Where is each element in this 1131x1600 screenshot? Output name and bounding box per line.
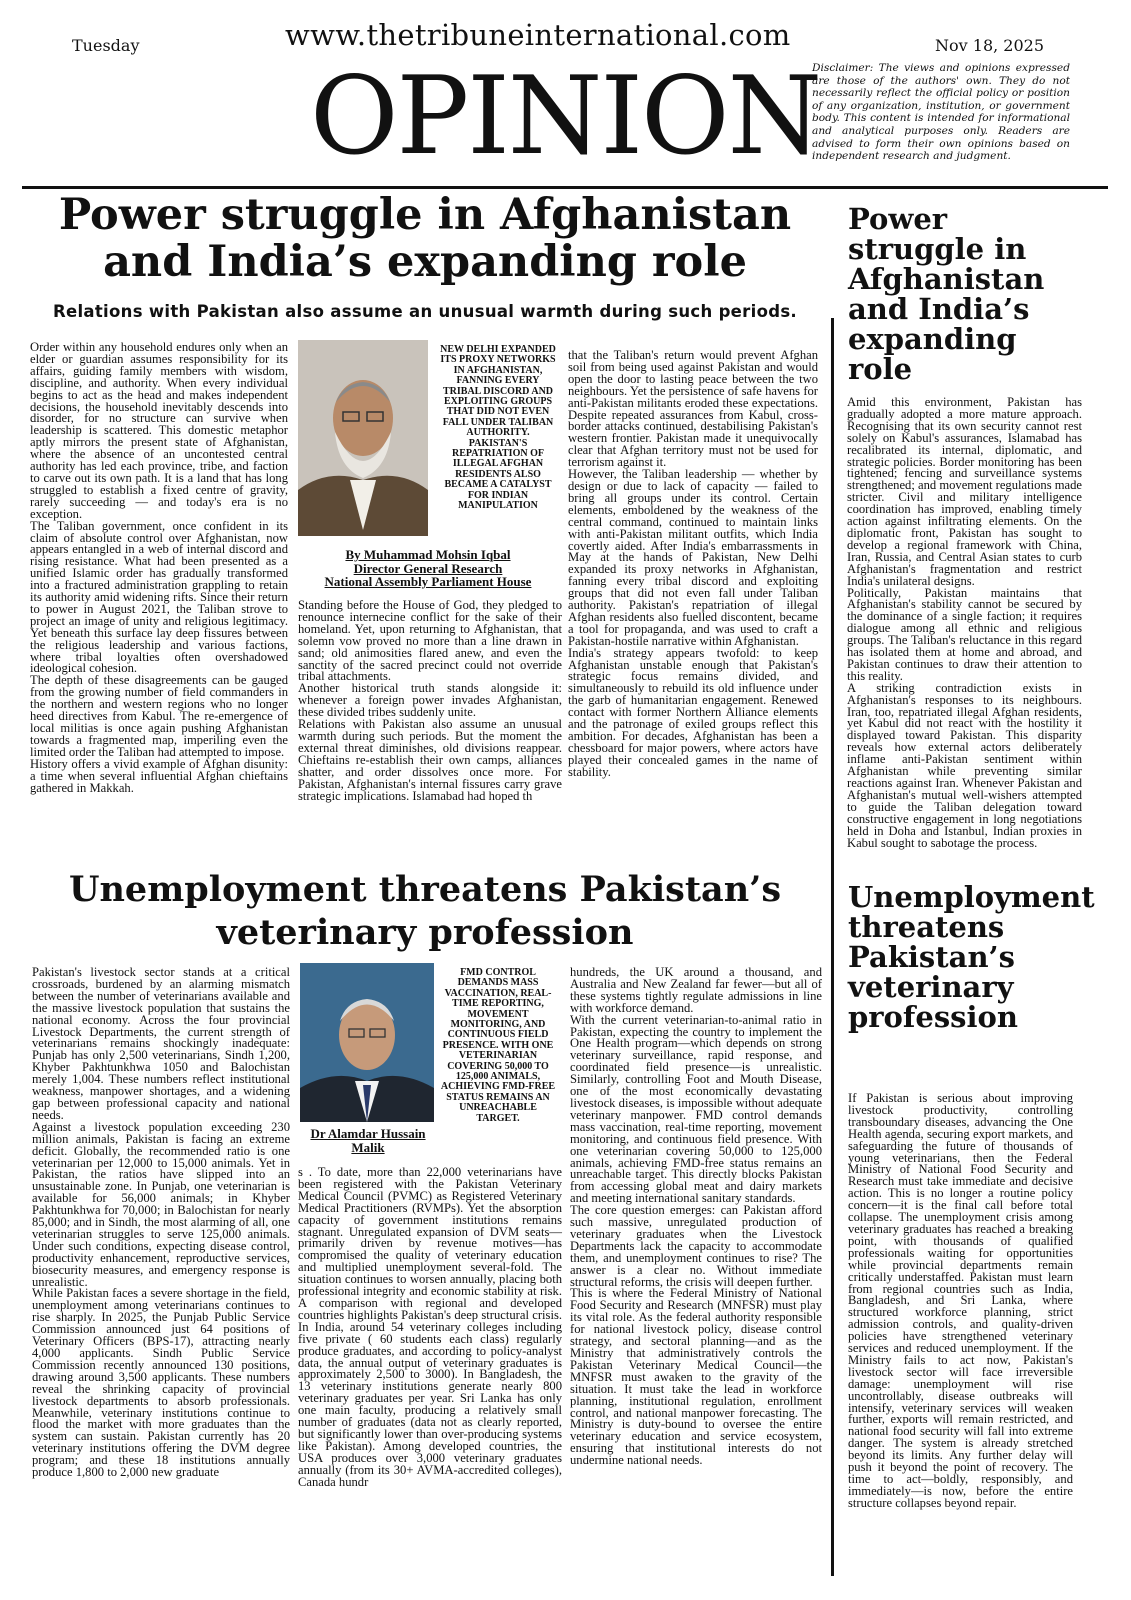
issue-day: Tuesday [72, 36, 140, 55]
article1-subheadline: Relations with Pakistan also assume an unusual warmth during such periods. [52, 302, 798, 321]
article1-byline [292, 548, 564, 589]
paragraph: that the Taliban's return would prevent Afghan soil from being used against Pakistan and would open the door to lasting peace between the two neighbours. Yet the persistence of safe havens for anti-Pakistan militants eroded these expectations. Despite repeated assurances from Kabul, cross-border attacks continued, destabilising Pakistan's western frontier. Pakistan made it unequivocally clear that Afghan territory must not be used for terrorism against it. [568, 348, 818, 470]
article2-headline: Unemployment threatens Pakistan’s veterinary profession [68, 869, 782, 953]
author-name: Dr Alamdar Hussain Malik [310, 1126, 426, 1155]
paragraph: s . To date, more than 22,000 veterinarians have been registered with the Pakistan Veterinary Medical Council (PVMC) as Registered Veterinary Medical Practitioners (RVMPs). Yet the absorption capacity of government institutions remains stagnant. Unregulated expansion of DVM seats—primarily driven by revenue motives—has compromised the quality of veterinary education and multiplied unemployment several-fold. The situation continues to worsen annually, placing both professional integrity and economic stability at risk. A comparison with regional and developed countries highlights Pakistan's deep structural crisis. In India, around 54 veterinary colleges including five private ( 60 students each class) regularly produce graduates, and according to policy-analyst data, the annual output of veterinary graduates is approximately 2,500 to 3000). In Bangladesh, the 13 veterinary institutions generate nearly 800 veterinary graduates per year. Sri Lanka has only one main faculty, producing a relatively small number of graduates (data not as clearly reported, but significantly lower than over-producing systems like Pakistan). Among developed countries, the USA produces over 3,000 veterinary graduates annually (from its 30+ AVMA-accredited colleges), Canada hundr [298, 1165, 562, 1489]
article2-byline [298, 1127, 438, 1154]
article1-column-2 [298, 600, 562, 802]
article1-headline: Power struggle in Afghanistan and India’s expanding role [58, 190, 792, 287]
author-name: By Muhammad Mohsin Iqbal [345, 547, 511, 562]
paragraph: If Pakistan is serious about improving livestock productivity, controlling transboundary diseases, advancing the One Health agenda, securing export markets, and safeguarding the future of thousands of young veterinarians, then the Federal Ministry of National Food Security and Research must take immediate and decisive action. This is no longer a routine policy concern—it is the final call before total collapse. The unemployment crisis among veterinary graduates has reached a breaking point, with thousands of qualified professionals waiting for opportunities while provincial departments remain critically understaffed. Pakistan must learn from regional countries such as India, Bangladesh, and Sri Lanka, where structured workforce planning, strict admission controls, and quality-driven policies have strengthened veterinary services and reduced unemployment. If the Ministry fails to act now, Pakistan's livestock sector will face irreversible damage: unemployment will rise uncontrollably, disease outbreaks will intensify, veterinary services will weaken further, exports will remain restricted, and national food security will fall into extreme danger. The system is already stretched beyond its limits. Any further delay will push it beyond the point of recovery. The time to act—boldly, responsibly, and immediately—is now, before the entire structure collapses beyond repair. [848, 1091, 1073, 1510]
top-divider [22, 186, 1108, 189]
paragraph: Pakistan's livestock sector stands at a critical crossroads, burdened by an alarming mismatch between the number of veterinarians available and the massive livestock population that sustains the national economy. Across the four provincial Livestock Departments, the current strength of veterinarians remains shockingly inadequate: Punjab has only 2,500 veterinarians, Sindh 1,200, Khyber Pakhtunkhwa 1050 and Balochistan merely 1,004. These numbers reflect institutional weakness, manpower shortages, and a widening gap between professional capacity and national needs. [32, 965, 290, 1122]
article2-column-3 [570, 967, 822, 1467]
article2-column-1 [32, 967, 290, 1479]
paragraph: hundreds, the UK around a thousand, and Australia and New Zealand far fewer—but all of these systems tightly regulate admissions in line with workforce demand. [570, 965, 822, 1015]
site-url[interactable]: www.thetribuneinternational.com [285, 18, 791, 52]
author-portrait-icon [300, 963, 434, 1122]
article1-side-column [847, 397, 1082, 849]
author-photo [298, 340, 428, 536]
paragraph: Order within any household endures only when an elder or guardian assumes responsibility for its affairs, guiding family members with wisdom, discipline, and authority. When every individual begins to act as the head and makes independent decisions, the household inevitably descends into disorder, for no structure can survive when leadership is scattered. This domestic metaphor aptly mirrors the present state of Afghanistan, where the absence of an uncontested central authority has led each province, tribe, and faction to carve out its own path. It is a land that has long struggled to establish a fixed centre of gravity, rarely succeeding — and today's era is no exception. [30, 340, 288, 521]
paragraph: India's strategy appears twofold: to keep Afghanistan unstable enough that Pakistan's strategic focus remains divided, and simultaneously to rebuild its old influence under the garb of humanitarian engagement. Renewed contact with former Northern Alliance elements and the patronage of exiled groups reflect this ambition. For decades, Afghanistan has been a chessboard for major powers, where actors have played their concealed games in the name of stability. [568, 645, 818, 779]
article2-pull-quote: FMD CONTROL DEMANDS MASS VACCINATION, REAL-TIME REPORTING, MOVEMENT MONITORING, AND CONTINUOUS FIELD PRESENCE. WITH ONE VETERINARIAN COVERING 50,000 TO 125,000 ANIMALS, ACHIEVING FMD-FREE STATUS REMAINS AN UNREACHABLE TARGET. [440, 967, 556, 1124]
disclaimer: Disclaimer: The views and opinions expressed are those of the authors' own. They do not necessarily reflect the official policy or position of any organization, institution, or government body. This content is intended for informational and analytical purposes only. Readers are advised to form their own opinions based on independent research and judgment. [812, 62, 1070, 163]
paragraph: Relations with Pakistan also assume an unusual warmth during such periods. But the moment the external threat diminishes, old divisions reappear. Chieftains re-establish their own camps, alliances shatter, and order dissolves once more. For Pakistan, Afghanistan's internal fissures carry grave strategic implications. Islamabad had hoped th [298, 717, 562, 803]
article2-side-column [848, 1093, 1073, 1510]
paragraph: The depth of these disagreements can be gauged from the growing number of field commanders in the northern and western regions who no longer heed directives from Kabul. The re-emergence of local militias is once again pushing Afghanistan towards a fragmented map, imperiling even the limited order the Taliban had attempted to impose. [30, 673, 288, 759]
article1-side-headline: Power struggle in Afghanistan and India’s expanding role [848, 202, 1045, 386]
article1-column-1 [30, 342, 288, 794]
author-title: Director General Research [353, 560, 503, 576]
author-org: National Assembly Parliament House [324, 574, 532, 589]
author-portrait-icon [298, 340, 428, 536]
paragraph: A striking contradiction exists in Afghanistan's responses to its neighbours. Iran, too, repatriated illegal Afghan residents, yet Kabul did not react with the hostility it displayed toward Pakistan. This disparity reveals how external actors deliberately inflame anti-Pakistan sentiment within Afghanistan while preventing similar reactions against Iran. Whenever Pakistan and Afghanistan's mutual well-wishers attempted to guide the Taliban delegation toward constructive engagement in long negotiations held in Doha and Istanbul, Indian proxies in Kabul sought to sabotage the process. [847, 680, 1082, 850]
paragraph: Politically, Pakistan maintains that Afghanistan's stability cannot be secured by the dominance of a single faction; it requires dialogue among all ethnic and religious groups. The Taliban's reluctance in this regard has isolated them at home and abroad, and Pakistan continues to draw their attention to this reality. [847, 585, 1082, 683]
paragraph: History offers a vivid example of Afghan disunity: a time when several influential Afghan chieftains gathered in Makkah. [30, 756, 288, 795]
paragraph: Against a livestock population exceeding 230 million animals, Pakistan is facing an extreme deficit. Globally, the recommended ratio is one veterinarian per 12,000 to 15,000 animals. Yet in Pakistan, the ratios have slipped into an unsustainable zone. In Punjab, one veterinarian is available for 56,000 animals; in Khyber Pakhtunkhwa for 70,000; in Balochistan for nearly 85,000; and in Sindh, the most alarming of all, one veterinarian struggles to serve 125,000 animals. Under such conditions, expecting disease control, productivity enhancement, reproductive services, biosecurity measures, and emergency response is unrealistic. [32, 1119, 290, 1289]
section-title: OPINION [310, 54, 821, 179]
paragraph: With the current veterinarian-to-animal ratio in Pakistan, expecting the country to implement the One Health program—which depends on strong veterinary surveillance, rapid response, and coordinated field presence—is unrealistic. Similarly, controlling Foot and Mouth Disease, one of the most economically devastating livestock diseases, is impossible without adequate veterinary manpower. FMD control demands mass vaccination, real-time reporting, movement monitoring, and continuous field presence. With one veterinarian covering 50,000 to 125,000 animals, achieving FMD-free status remains an unreachable target. This directly blocks Pakistan from accessing global meat and dairy markets and meeting international sanitary standards. [570, 1012, 822, 1206]
paragraph: This is where the Federal Ministry of National Food Security and Research (MNFSR) must play its vital role. As the federal authority responsible for national livestock policy, disease control strategy, and sectoral planning—and as the Ministry that administratively controls the Pakistan Veterinary Medical Council—the MNFSR must awaken to the gravity of the situation. It must take the lead in workforce planning, institutional regulation, enrollment control, and national manpower forecasting. The Ministry is duty-bound to oversee the entire veterinary education and service ecosystem, ensuring that institutional interests do not undermine national needs. [570, 1286, 822, 1468]
author-photo [300, 963, 434, 1122]
issue-date: Nov 18, 2025 [935, 36, 1045, 55]
paragraph: The Taliban government, once confident in its claim of absolute control over Afghanistan, now appears entangled in a web of internal discord and rising resistance. What had been presented as a unified Islamic order has gradually transformed into a fractured administration grappling to retain its authority amid widening rifts. Since their return to power in August 2021, the Taliban strove to project an image of unity and religious legitimacy. Yet beneath this surface lay deep fissures between the religious leadership and various factions, where tribal loyalties often overshadowed ideological cohesion. [30, 518, 288, 676]
paragraph: Another historical truth stands alongside it: whenever a foreign power invades Afghanistan, these divided tribes suddenly unite. [298, 681, 562, 720]
paragraph: Standing before the House of God, they pledged to renounce internecine conflict for the sake of their homeland. Yet, upon returning to Afghanistan, that solemn vow proved no more than a line drawn in sand; old animosities flared anew, and even the sanctity of the sacred precinct could not override tribal attachments. [298, 598, 562, 684]
paragraph: However, the Taliban leadership — whether by design or due to lack of capacity — failed to bring all groups under its control. Certain elements, emboldened by the weakness of the central command, continued to maintain links with anti-Pakistan militant outfits, which India covertly aided. After India's embarrassments in May at the hands of Pakistan, New Delhi expanded its proxy networks in Afghanistan, fanning every tribal discord and exploiting groups that did not even fall under Taliban authority. Pakistan's repatriation of illegal Afghan residents also fuelled discontent, became a tool for propaganda, and was used to craft a Pakistan-hostile narrative within Afghanistan. [568, 467, 818, 648]
paragraph: While Pakistan faces a severe shortage in the field, unemployment among veterinarians continues to rise sharply. In 2025, the Punjab Public Service Commission announced just 64 positions of Veterinary Officers (BPS-17), attracting nearly 4,000 applicants. Sindh Public Service Commission recently announced 130 positions, drawing around 3,500 applicants. These numbers reveal the shrinking capacity of provincial livestock departments to absorb professionals. Meanwhile, veterinary institutions continue to flood the market with more graduates than the system can sustain. Pakistan currently has 20 veterinary institutions offering the DVM degree program; and these 18 institutions annually produce 1,800 to 2,000 new graduate [32, 1286, 290, 1480]
paragraph: The core question emerges: can Pakistan afford such massive, unregulated production of veterinary graduates when the Livestock Departments lack the capacity to accommodate them, and unemployment continues to rise? The answer is a clear no. Without immediate structural reforms, the crisis will deepen further. [570, 1203, 822, 1289]
article1-column-3 [568, 350, 818, 779]
article2-column-2 [298, 1167, 562, 1488]
article1-pull-quote: NEW DELHI EXPANDED ITS PROXY NETWORKS IN AFGHANISTAN, FANNING EVERY TRIBAL DISCORD AND EXPLOITING GROUPS THAT DID NOT EVEN FALL UNDER TALIBAN AUTHORITY. PAKISTAN'S REPATRIATION OF ILLEGAL AFGHAN RESIDENTS ALSO BECAME A CATALYST FOR INDIAN MANIPULATION [440, 344, 556, 512]
paragraph: Amid this environment, Pakistan has gradually adopted a more mature approach. Recognising that its own security cannot rest solely on Kabul's assurances, Islamabad has recalibrated its internal, diplomatic, and strategic policies. Border monitoring has been tightened; fencing and surveillance systems strengthened; and movement regulations made stricter. Civil and military intelligence coordination has improved, enabling timely action against infiltrating elements. On the diplomatic front, Pakistan has sought to develop a regional framework with China, Iran, Russia, and Central Asian states to curb Afghanistan's fragmentation and restrict India's unilateral designs. [847, 395, 1083, 588]
article2-side-headline: Unemployment threatens Pakistan’s veterinary profession [848, 880, 1095, 1034]
